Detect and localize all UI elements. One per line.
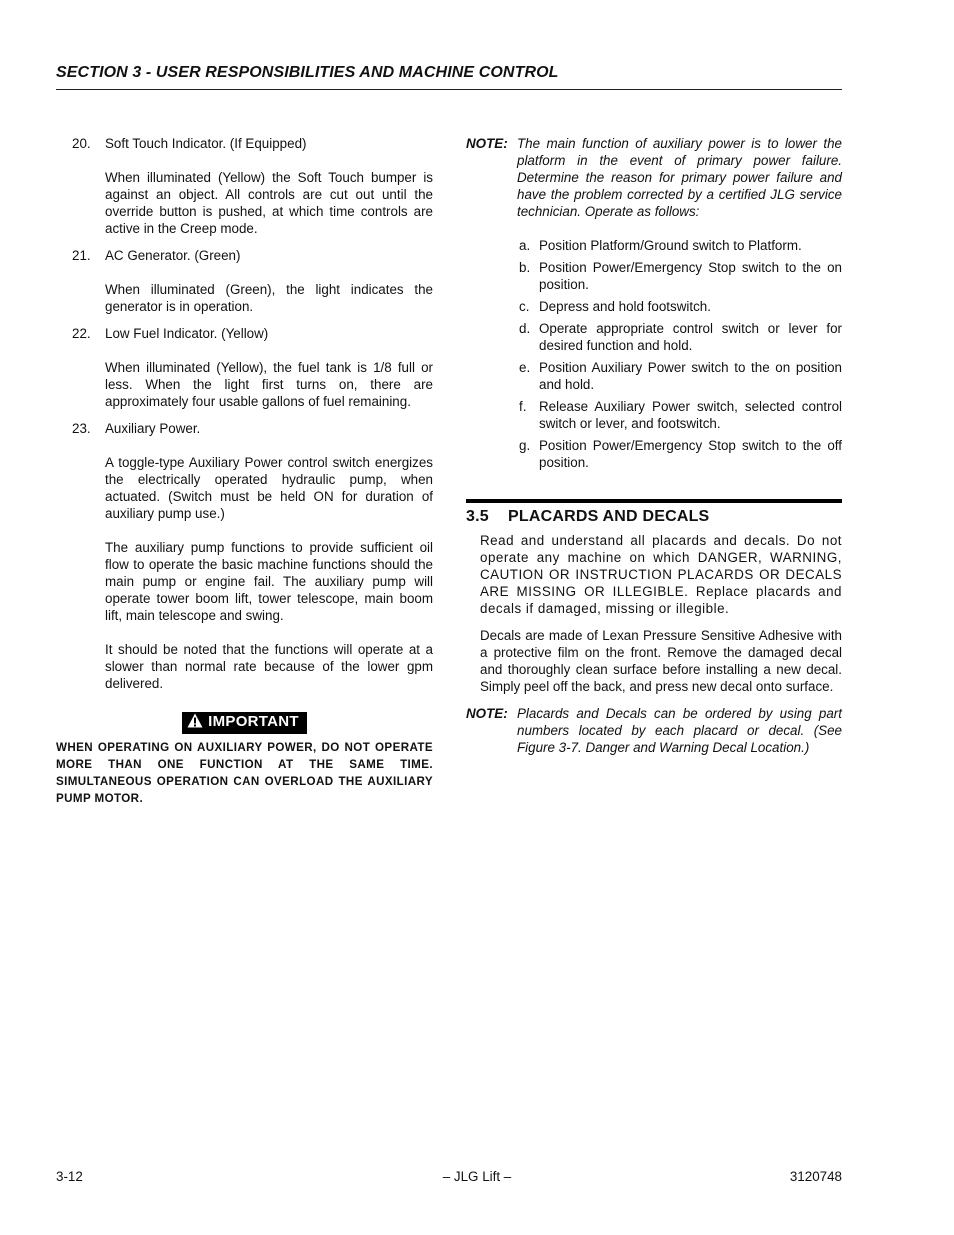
- step-item: [519, 359, 842, 393]
- note-text: Placards and Decals can be ordered by using part numbers located by each placard or decal. (See Figure 3-7. Danger and Warning Decal Location.): [517, 706, 842, 755]
- important-text: WHEN OPERATING ON AUXILIARY POWER, DO NOT OPERATE MORE THAN ONE FUNCTION AT THE SAME TIME. SIMULTANEOUS OPERATION CAN OVERLOAD THE AUXILIARY PUMP MOTOR.: [56, 741, 433, 805]
- item-paragraph: When illuminated (Yellow) the Soft Touch bumper is against an object. All controls are cut out until the override button is pushed, at which time controls are active in the Creep mode.: [105, 170, 433, 236]
- list-item-22: [56, 325, 433, 410]
- important-badge: [182, 712, 307, 734]
- footer-brand: – JLG Lift –: [442, 1169, 512, 1184]
- list-item-20: [56, 135, 433, 237]
- important-label: IMPORTANT: [208, 713, 299, 730]
- list-item-21: [56, 247, 433, 315]
- item-title: AC Generator. (Green): [105, 248, 241, 263]
- note-text: The main function of auxiliary power is to lower the platform in the event of primary power failure. Determine the reason for primary power failure and have the problem corrected by a certified JLG service technician. Operate as follows:: [517, 136, 842, 219]
- item-number: 22.: [72, 326, 91, 341]
- header-rule: [56, 89, 842, 90]
- step-text: Position Power/Emergency Stop switch to the on position.: [539, 260, 842, 292]
- step-item: [519, 437, 842, 471]
- left-column: [56, 135, 433, 807]
- step-letter: f.: [519, 399, 527, 414]
- item-number: 23.: [72, 421, 91, 436]
- warning-triangle-icon: [187, 713, 203, 734]
- step-text: Depress and hold footswitch.: [539, 299, 711, 314]
- section-title: PLACARDS AND DECALS: [508, 508, 710, 525]
- note-label: NOTE:: [466, 136, 508, 151]
- step-item: [519, 237, 842, 254]
- document-number: 3120748: [789, 1169, 842, 1184]
- item-number: 21.: [72, 248, 91, 263]
- section-header: SECTION 3 - USER RESPONSIBILITIES AND MACHINE CONTROL: [56, 64, 559, 81]
- step-item: [519, 398, 842, 432]
- step-letter: g.: [519, 438, 531, 453]
- step-text: Position Power/Emergency Stop switch to the off position.: [539, 438, 842, 470]
- step-letter: e.: [519, 360, 531, 375]
- item-paragraph: It should be noted that the functions will operate at a slower than normal rate because of the lower gpm delivered.: [105, 642, 433, 691]
- item-title: Low Fuel Indicator. (Yellow): [105, 326, 269, 341]
- list-item-23: [56, 420, 433, 692]
- important-callout: [56, 712, 433, 734]
- step-item: [519, 259, 842, 293]
- step-letter: a.: [519, 238, 531, 253]
- item-paragraph: The auxiliary pump functions to provide sufficient oil flow to operate the basic machine functions should the main pump or engine fail. The auxiliary pump will operate tower boom lift, tower telescope, main boom lift, main telescope and swing.: [105, 540, 433, 623]
- step-letter: c.: [519, 299, 530, 314]
- step-item: [519, 320, 842, 354]
- step-letter: d.: [519, 321, 531, 336]
- step-text: Release Auxiliary Power switch, selected control switch or lever, and footswitch.: [539, 399, 842, 431]
- section-paragraph: Read and understand all placards and decals. Do not operate any machine on which DANGER, WARNING, CAUTION OR INSTRUCTION PLACARDS OR DECALS ARE MISSING OR ILLEGIBLE. Replace placards and decals if damaged, missing or illegible.: [480, 533, 842, 616]
- right-column: [466, 135, 842, 756]
- step-text: Operate appropriate control switch or lever for desired function and hold.: [539, 321, 842, 353]
- item-paragraph: A toggle-type Auxiliary Power control switch energizes the electrically operated hydraulic pump, when actuated. (Switch must be held ON for duration of auxiliary pump use.): [105, 455, 433, 521]
- step-text: Position Platform/Ground switch to Platform.: [539, 238, 802, 253]
- note-auxiliary-power: [466, 135, 842, 220]
- section-number: 3.5: [466, 508, 489, 525]
- page-number: 3-12: [56, 1169, 83, 1184]
- section-rule: [466, 499, 842, 503]
- step-text: Position Auxiliary Power switch to the on position and hold.: [539, 360, 842, 392]
- note-label: NOTE:: [466, 706, 508, 721]
- item-title: Soft Touch Indicator. (If Equipped): [105, 136, 307, 151]
- step-letter: b.: [519, 260, 531, 275]
- item-paragraph: When illuminated (Green), the light indicates the generator is in operation.: [105, 282, 433, 314]
- section-paragraph: Decals are made of Lexan Pressure Sensitive Adhesive with a protective film on the front. Remove the damaged decal and thoroughly clean surface before installing a new decal. Simply peel off the back, and press new decal onto surface.: [480, 628, 842, 694]
- section-heading: [466, 507, 842, 527]
- item-paragraph: When illuminated (Yellow), the fuel tank is 1/8 full or less. When the light first turns on, there are approximately four usable gallons of fuel remaining.: [105, 360, 433, 409]
- note-placards: [466, 705, 842, 756]
- step-item: [519, 298, 842, 315]
- item-title: Auxiliary Power.: [105, 421, 201, 436]
- item-number: 20.: [72, 136, 91, 151]
- procedure-steps: [466, 237, 842, 471]
